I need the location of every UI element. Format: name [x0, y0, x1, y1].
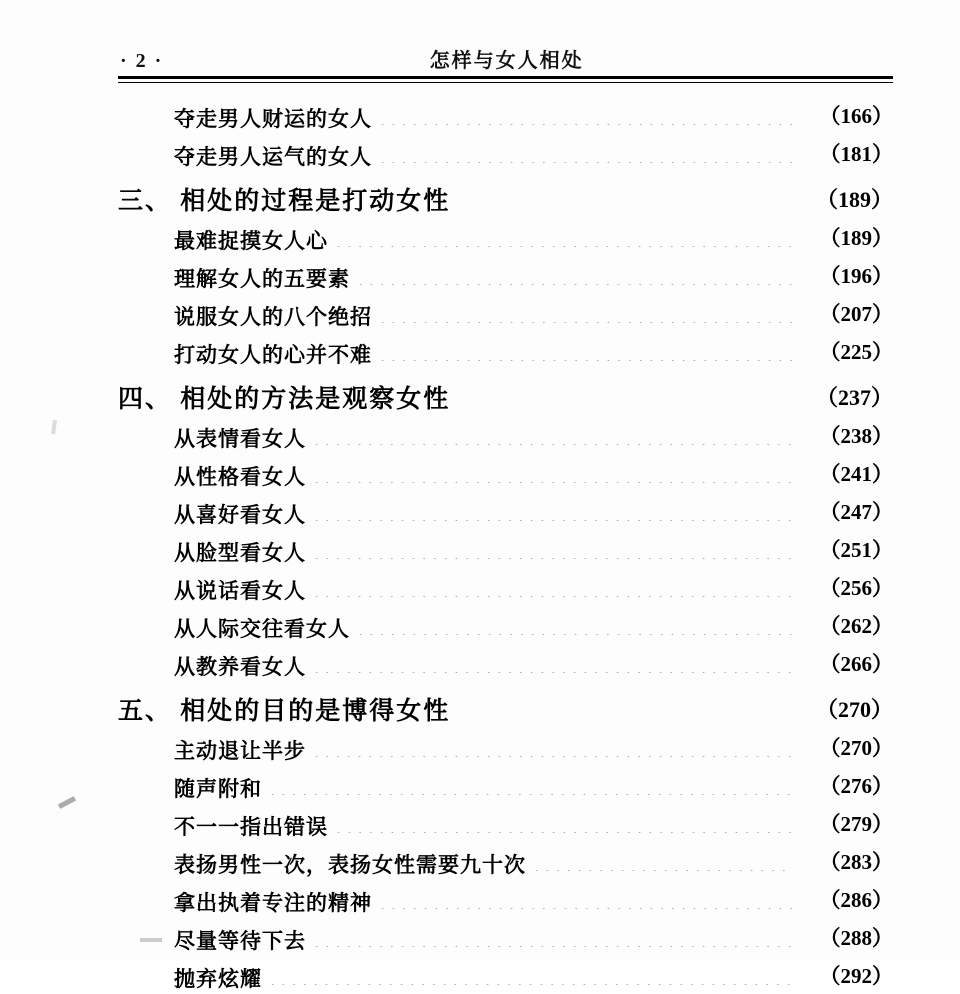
scan-artifact — [58, 796, 76, 809]
toc-entry-row[interactable] — [118, 606, 893, 644]
toc-leader-dots — [380, 360, 793, 361]
toc-entry-page: （251） — [819, 538, 893, 562]
toc-entry-page: （279） — [819, 812, 893, 836]
toc-entry-page: （270） — [819, 736, 893, 760]
toc-entry-label: 从教养看女人 — [174, 655, 306, 679]
toc-entry-label: 最难捉摸女人心 — [174, 229, 328, 253]
toc-entry-label: 不一一指出错误 — [174, 815, 328, 839]
toc-entry-row[interactable] — [118, 134, 893, 172]
toc-entry-label: 拿出执着专注的精神 — [174, 891, 372, 915]
toc-entry-row[interactable] — [118, 256, 893, 294]
toc-entry-label: 从性格看女人 — [174, 465, 306, 489]
toc-entry-page: （181） — [819, 142, 893, 166]
toc-entry-label: 表扬男性一次，表扬女性需要九十次 — [174, 853, 526, 877]
toc-entry-page: （247） — [819, 500, 893, 524]
toc-section-row[interactable] — [118, 682, 893, 728]
toc-entry-label: 尽量等待下去 — [174, 929, 306, 953]
table-of-contents — [118, 96, 893, 994]
toc-entry-page: （266） — [819, 652, 893, 676]
toc-leader-dots — [314, 946, 793, 947]
toc-entry-page: （288） — [819, 926, 893, 950]
toc-leader-dots — [314, 558, 793, 559]
toc-leader-dots — [380, 322, 793, 323]
toc-leader-dots — [458, 406, 793, 407]
toc-entry-label: 从喜好看女人 — [174, 503, 306, 527]
toc-leader-dots — [314, 520, 793, 521]
toc-entry-label: 从脸型看女人 — [174, 541, 306, 565]
toc-entry-label: 从人际交往看女人 — [174, 617, 350, 641]
toc-leader-dots — [314, 596, 793, 597]
toc-entry-page: （286） — [819, 888, 893, 912]
toc-entry-label: 夺走男人财运的女人 — [174, 107, 372, 131]
toc-entry-page: （276） — [819, 774, 893, 798]
toc-entry-row[interactable] — [118, 842, 893, 880]
toc-entry-page: （241） — [819, 462, 893, 486]
toc-entry-label: 打动女人的心并不难 — [174, 343, 372, 367]
toc-entry-row[interactable] — [118, 530, 893, 568]
toc-entry-row[interactable] — [118, 332, 893, 370]
toc-entry-label: 理解女人的五要素 — [174, 267, 350, 291]
toc-leader-dots — [314, 672, 793, 673]
toc-leader-dots — [534, 870, 793, 871]
toc-entry-page: （237） — [815, 385, 893, 410]
toc-entry-row[interactable] — [118, 416, 893, 454]
toc-entry-row[interactable] — [118, 644, 893, 682]
toc-entry-page: （196） — [819, 264, 893, 288]
toc-entry-page: （225） — [819, 340, 893, 364]
toc-entry-row[interactable] — [118, 454, 893, 492]
scan-artifact — [51, 420, 57, 434]
page-folio: · 2 · — [120, 50, 164, 72]
toc-entry-row[interactable] — [118, 918, 893, 956]
page-header — [120, 44, 890, 73]
toc-leader-dots — [358, 634, 793, 635]
toc-entry-row[interactable] — [118, 728, 893, 766]
toc-entry-label: 夺走男人运气的女人 — [174, 145, 372, 169]
toc-entry-page: （256） — [819, 576, 893, 600]
toc-leader-dots — [314, 444, 793, 445]
toc-entry-label: 从表情看女人 — [174, 427, 306, 451]
toc-leader-dots — [336, 246, 793, 247]
toc-entry-row[interactable] — [118, 766, 893, 804]
toc-leader-dots — [314, 482, 793, 483]
toc-entry-page: （189） — [819, 226, 893, 250]
toc-entry-page: （189） — [815, 187, 893, 212]
toc-entry-row[interactable] — [118, 96, 893, 134]
toc-leader-dots — [270, 984, 793, 985]
scan-artifact — [140, 938, 162, 942]
toc-entry-label: 说服女人的八个绝招 — [174, 305, 372, 329]
toc-entry-page: （292） — [819, 964, 893, 988]
toc-entry-row[interactable] — [118, 294, 893, 332]
toc-leader-dots — [270, 794, 793, 795]
toc-entry-label: 五、 相处的目的是博得女性 — [118, 698, 451, 725]
toc-entry-page: （262） — [819, 614, 893, 638]
toc-entry-label: 从说话看女人 — [174, 579, 306, 603]
toc-leader-dots — [336, 832, 793, 833]
toc-entry-label: 主动退让半步 — [174, 739, 306, 763]
toc-entry-page: （166） — [819, 104, 893, 128]
toc-entry-page: （283） — [819, 850, 893, 874]
toc-entry-page: （270） — [815, 697, 893, 722]
toc-entry-label: 四、 相处的方法是观察女性 — [118, 386, 451, 413]
toc-entry-row[interactable] — [118, 492, 893, 530]
toc-entry-row[interactable] — [118, 880, 893, 918]
toc-entry-page: （207） — [819, 302, 893, 326]
header-rule-thick — [118, 76, 893, 79]
toc-leader-dots — [358, 284, 793, 285]
toc-entry-row[interactable] — [118, 218, 893, 256]
toc-entry-page: （238） — [819, 424, 893, 448]
toc-entry-row[interactable] — [118, 956, 893, 994]
toc-entry-label: 抛弃炫耀 — [174, 967, 262, 991]
toc-leader-dots — [314, 756, 793, 757]
toc-leader-dots — [458, 718, 793, 719]
toc-leader-dots — [380, 162, 793, 163]
running-title: 怎样与女人相处 — [429, 50, 584, 72]
toc-entry-label: 随声附和 — [174, 777, 262, 801]
toc-leader-dots — [458, 208, 793, 209]
header-rule-thin — [118, 82, 893, 83]
toc-leader-dots — [380, 908, 793, 909]
toc-entry-row[interactable] — [118, 804, 893, 842]
toc-section-row[interactable] — [118, 172, 893, 218]
toc-entry-label: 三、 相处的过程是打动女性 — [118, 188, 451, 215]
toc-entry-row[interactable] — [118, 568, 893, 606]
toc-section-row[interactable] — [118, 370, 893, 416]
toc-leader-dots — [380, 124, 793, 125]
